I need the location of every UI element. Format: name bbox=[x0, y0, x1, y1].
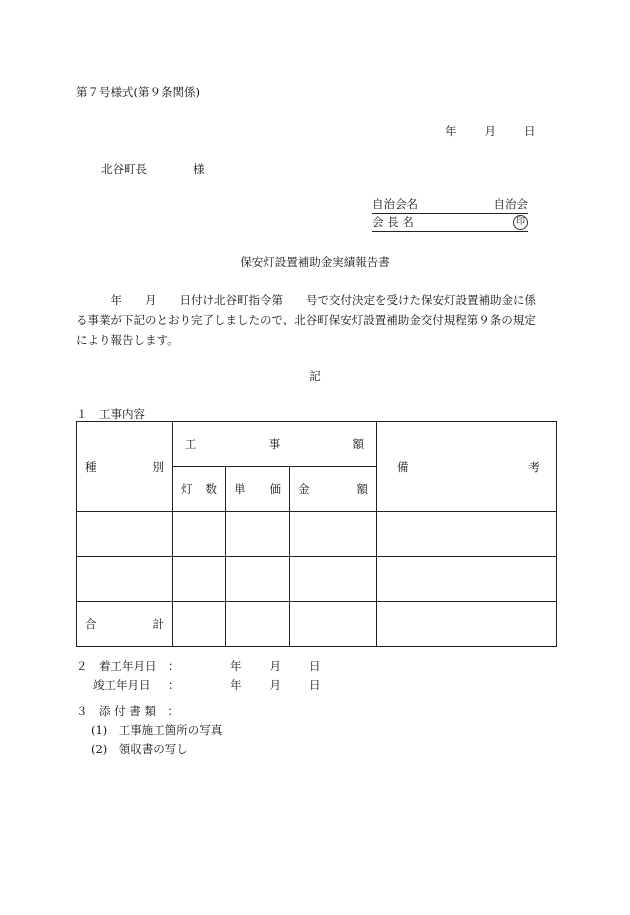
addressee-name: 北谷町長 bbox=[101, 162, 147, 176]
table-cell bbox=[77, 512, 173, 557]
association-label: 自治会名 bbox=[372, 197, 418, 211]
form-number: 第７号様式(第９条関係) bbox=[76, 85, 200, 99]
table-cell bbox=[377, 512, 557, 557]
table-cell bbox=[173, 602, 226, 647]
ki-heading: 記 bbox=[309, 369, 321, 383]
body-line: により報告します。 bbox=[76, 333, 179, 347]
document-title: 保安灯設置補助金実績報告書 bbox=[240, 255, 390, 269]
addressee bbox=[101, 161, 205, 177]
start-date-row bbox=[76, 658, 321, 674]
association-value: 自治会 bbox=[493, 197, 528, 211]
date-year: 年 bbox=[445, 124, 457, 138]
seal-icon: 印 bbox=[513, 215, 528, 230]
table-cell bbox=[290, 557, 377, 602]
start-date-label: ２ 着工年月日 bbox=[76, 659, 157, 673]
signer-block bbox=[372, 196, 528, 232]
start-date-colon: ： bbox=[168, 659, 180, 673]
table-cell bbox=[226, 512, 290, 557]
table-cell bbox=[290, 602, 377, 647]
start-date-ymd: 年 月 日 bbox=[230, 659, 321, 673]
end-date-label: 竣工年月日 bbox=[93, 678, 151, 692]
end-date-colon: ： bbox=[168, 678, 180, 692]
end-date-ymd: 年 月 日 bbox=[230, 678, 321, 692]
section3-title: ３ 添 付 書 類 ： bbox=[76, 704, 179, 718]
table-cell bbox=[226, 602, 290, 647]
attachment-item: (2) 領収書の写し bbox=[91, 742, 188, 756]
table-row bbox=[77, 557, 557, 602]
table-cell bbox=[290, 512, 377, 557]
date-month: 月 bbox=[484, 124, 496, 138]
end-date-row bbox=[93, 677, 321, 693]
table-cell bbox=[173, 557, 226, 602]
table-row bbox=[77, 512, 557, 557]
president-label: 会 長 名 bbox=[372, 215, 414, 229]
section1-title: １ 工事内容 bbox=[76, 407, 145, 421]
header-amount: 金 額 bbox=[290, 467, 377, 512]
body-text bbox=[76, 290, 554, 350]
addressee-honorific: 様 bbox=[193, 162, 205, 176]
header-remarks: 備 考 bbox=[377, 422, 557, 512]
table-cell bbox=[173, 512, 226, 557]
header-unit-price: 単 価 bbox=[226, 467, 290, 512]
report-date bbox=[445, 123, 536, 139]
header-type: 種 別 bbox=[77, 422, 173, 512]
attachment-item: (1) 工事施工箇所の写真 bbox=[91, 723, 223, 737]
president-row bbox=[372, 214, 528, 232]
header-lamps: 灯 数 bbox=[173, 467, 226, 512]
date-day: 日 bbox=[524, 124, 536, 138]
header-cost: 工 事 額 bbox=[173, 422, 377, 467]
table-cell bbox=[226, 557, 290, 602]
table-cell bbox=[377, 602, 557, 647]
total-row bbox=[77, 602, 557, 647]
table-cell bbox=[77, 557, 173, 602]
table-cell bbox=[377, 557, 557, 602]
body-line: 年 月 日付け北谷町指令第 号で交付決定を受けた保安灯設置補助金に係 bbox=[76, 293, 536, 307]
total-label: 合 計 bbox=[77, 602, 173, 647]
works-table bbox=[76, 421, 557, 647]
body-line: る事業が下記のとおり完了しましたので、北谷町保安灯設置補助金交付規程第９条の規定 bbox=[76, 313, 536, 327]
association-row bbox=[372, 196, 528, 214]
